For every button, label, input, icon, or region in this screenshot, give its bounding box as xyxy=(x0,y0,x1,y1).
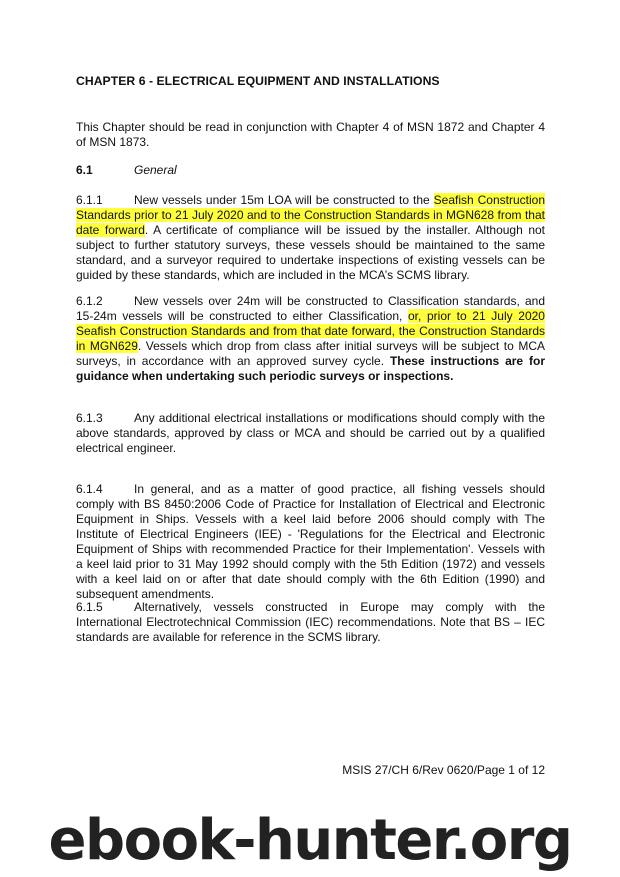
page-footer: MSIS 27/CH 6/Rev 0620/Page 1 of 12 xyxy=(342,763,545,777)
highlighted-text: or, prior to 21 July 2020 Seafish Construction Standards and from that date forward, the Construction Standards in MGN629 xyxy=(76,309,545,353)
paragraph-text: Any additional electrical installations or modifications should comply with the above standards, approved by class or MCA and should be carried out by a qualified electrical engineer. xyxy=(76,411,545,455)
paragraph-text: Alternatively, vessels constructed in Europe may comply with the International Electrotechnical Commission (IEC) recommendations. Note that BS – IEC standards are available for reference in the SCMS library. xyxy=(76,600,545,644)
section-number: 6.1 xyxy=(76,163,93,177)
paragraph-text: In general, and as a matter of good practice, all fishing vessels should comply with BS 8450:2006 Code of Practice for Installation of Electrical and Electronic Equipment in Ships. Vessels with a keel laid before 2006 should comply with The Institute of Electrical Engineers (IEE) - 'Regulations for the Electrical and Electronic Equipment of Ships with recommended Practice for their Implementation'. Vessels with a keel laid prior to 31 May 1992 should comply with the 5th Edition (1972) and vessels with a keel laid on or after that date should comply with the 6th Edition (1990) and subsequent amendments. xyxy=(76,482,545,601)
paragraph-text: New vessels over 24m will be constructed to Classification standards, and 15-24m vessels will be constructed to either Classification, xyxy=(76,294,545,323)
paragraph-text: . A certificate of compliance will be issued by the installer. Although not subject to further statutory surveys, these vessels should be maintained to the same standard, and a surveyor required to undertake inspections of existing vessels can be guided by these standards, which are included in the MCA’s SCMS library. xyxy=(76,223,546,282)
watermark: ebook-hunter.org xyxy=(48,808,572,873)
intro-paragraph: This Chapter should be read in conjunction with Chapter 4 of MSN 1872 and Chapter 4 of MSN 1873. xyxy=(76,120,545,149)
paragraph-number: 6.1.5 xyxy=(76,600,103,614)
section-title: General xyxy=(134,163,177,177)
paragraph-number: 6.1.2 xyxy=(76,294,103,308)
paragraph-6-1-5 xyxy=(76,600,545,645)
paragraph-6-1-2 xyxy=(76,294,545,384)
paragraph-number: 6.1.1 xyxy=(76,193,103,207)
section-heading xyxy=(76,163,177,177)
paragraph-6-1-4 xyxy=(76,482,545,602)
paragraph-6-1-1 xyxy=(76,193,545,283)
paragraph-number: 6.1.4 xyxy=(76,482,103,496)
bold-text: These instructions are for guidance when undertaking such periodic surveys or inspections. xyxy=(76,354,545,383)
paragraph-text: . Vessels which drop from class after initial surveys will be subject to MCA surveys, in accordance with an approved survey cycle. xyxy=(76,339,545,368)
highlighted-text: Seafish Construction Standards prior to 21 July 2020 and to the Construction Standards in MGN628 from that date forward xyxy=(76,193,545,237)
paragraph-6-1-3 xyxy=(76,411,545,456)
paragraph-text: New vessels under 15m LOA will be constructed to the xyxy=(134,193,434,207)
chapter-heading: CHAPTER 6 - ELECTRICAL EQUIPMENT AND INSTALLATIONS xyxy=(76,74,440,88)
paragraph-number: 6.1.3 xyxy=(76,411,103,425)
